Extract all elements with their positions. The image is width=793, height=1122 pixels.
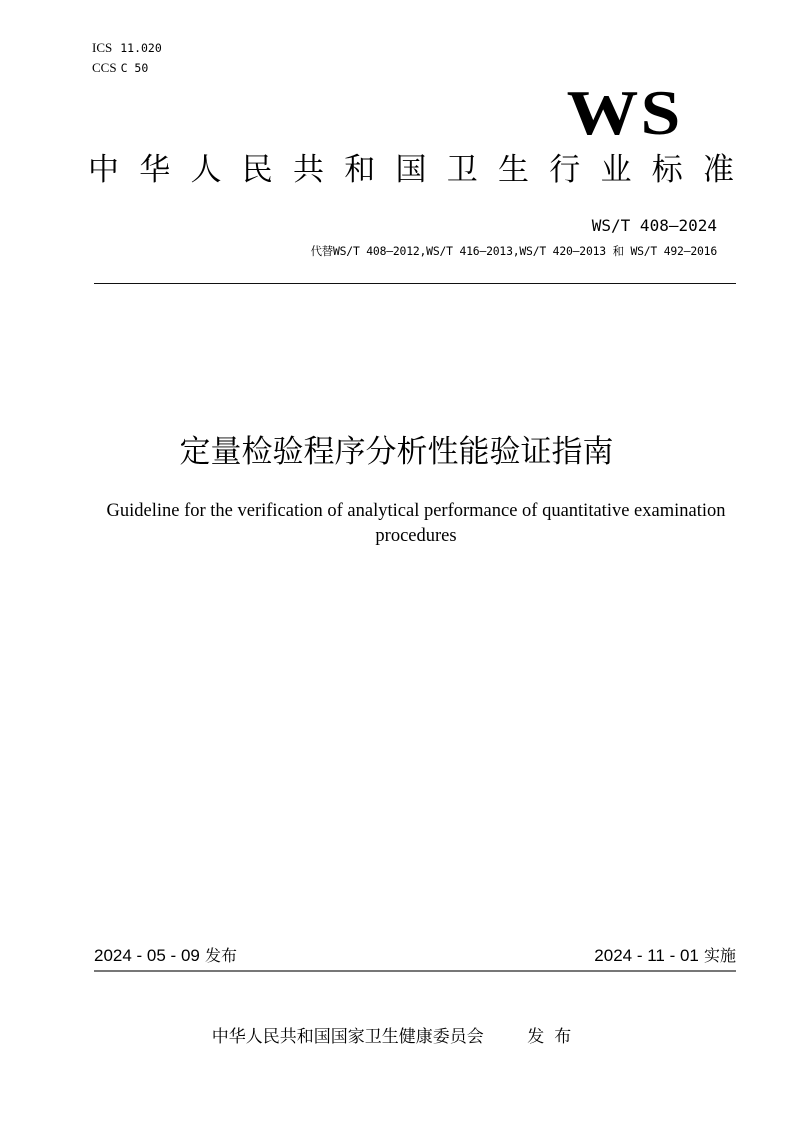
heading-char: 业 [600,152,632,188]
issue-date-group [94,945,237,967]
effective-label: 实施 [703,946,736,965]
ics-value: 11.020 [120,41,162,55]
replaces-standards: 代替WS/T 408—2012,WS/T 416—2013,WS/T 420—2013 和 WS/T 492—2016 [310,244,717,258]
heading-char: 国 [395,152,427,188]
heading-char: 共 [293,152,324,188]
heading-char: 中 [88,152,119,188]
publisher-line [0,1025,793,1049]
english-title-line-1: Guideline for the verification of analytical performance of quantitative examination [106,501,726,521]
ccs-value: C 50 [120,61,149,75]
heading-char: 卫 [446,152,478,188]
classification-block [92,38,162,78]
effective-date: 2024 - 11 - 01 [594,946,699,965]
heading-char: 和 [344,152,376,188]
heading-char: 人 [190,152,222,188]
footer-divider [94,970,736,972]
effective-date-group [594,945,736,967]
document-title-chinese: 定量检验程序分析性能验证指南 [179,434,614,470]
issue-date: 2024 - 05 - 09 [94,946,200,965]
publisher-name: 中华人民共和国国家卫生健康委员会 [211,1027,484,1047]
heading-char: 标 [651,152,683,188]
heading-char: 生 [498,152,529,188]
ws-logo: WS [566,77,683,148]
standard-type-heading [88,150,734,190]
header-divider [94,283,736,284]
issue-label: 发布 [204,946,237,965]
english-title-line-2: procedures [375,526,457,546]
heading-char: 华 [139,152,171,188]
ccs-label: CCS [92,60,117,75]
ics-row [92,38,162,58]
heading-char: 准 [703,152,734,188]
heading-char: 民 [241,152,273,188]
ccs-row [92,58,162,78]
standard-number: WS/T 408—2024 [591,216,717,235]
publisher-action: 发布 [527,1027,582,1047]
dates-row [94,945,736,967]
document-title-english [96,499,736,549]
ics-label: ICS [92,40,113,55]
heading-char: 行 [549,152,581,188]
